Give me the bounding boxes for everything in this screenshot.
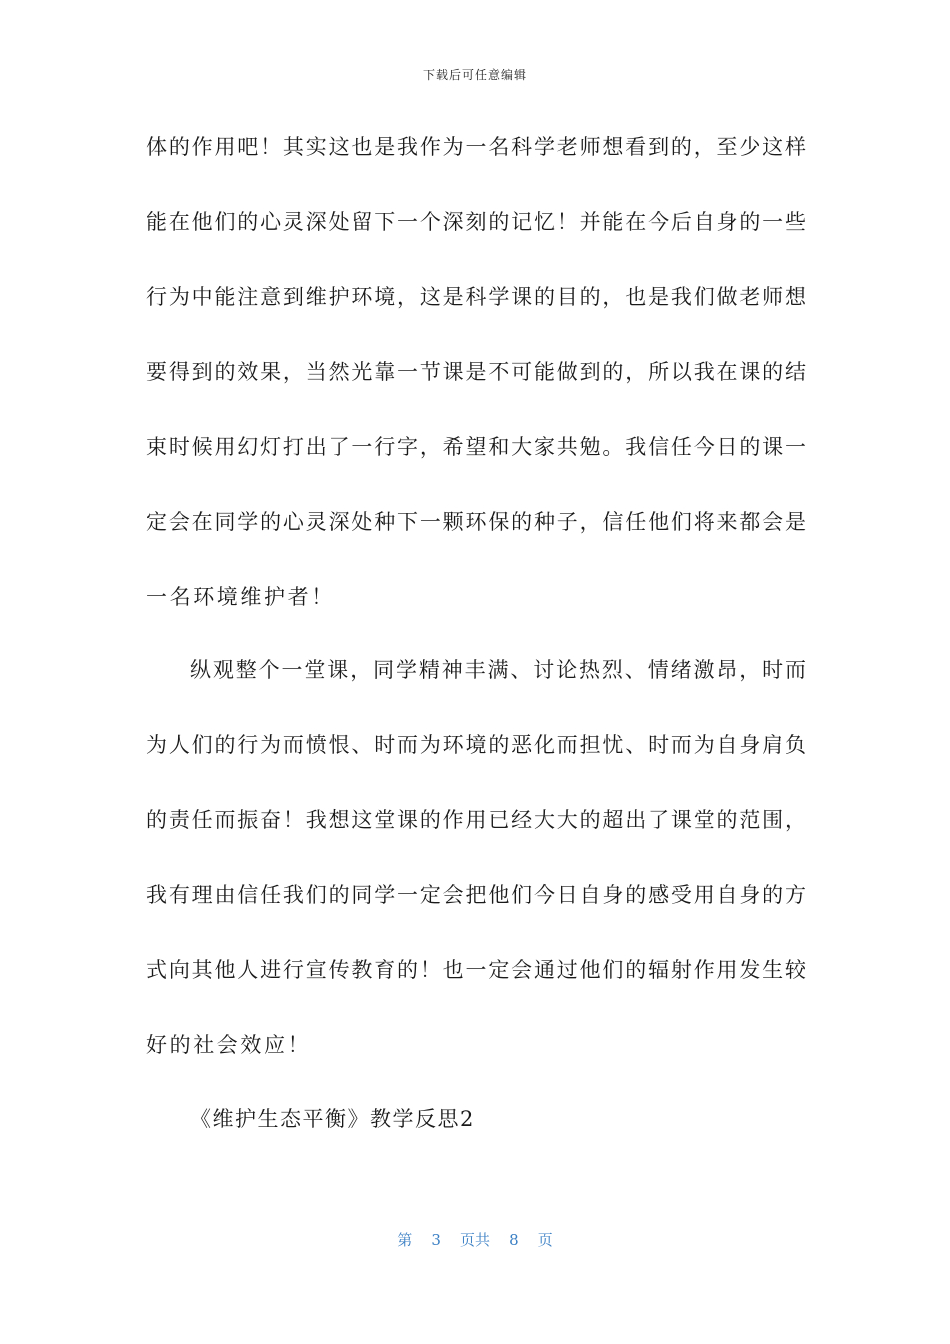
footer-page-suffix: 页 (537, 1231, 553, 1249)
paragraph-2-line-5: 式向其他人进行宣传教育的！也一定会通过他们的辐射作用发生较 (146, 958, 806, 982)
paragraph-1-line-6: 定会在同学的心灵深处种下一颗环保的种子，信任他们将来都会是 (146, 510, 806, 534)
paragraph-1-line-3: 行为中能注意到维护环境，这是科学课的目的，也是我们做老师想 (146, 285, 806, 309)
paragraph-2-line-6: 好的社会效应！ (146, 1033, 312, 1057)
paragraph-1-line-1: 体的作用吧！其实这也是我作为一名科学老师想看到的，至少这样 (146, 135, 806, 159)
paragraph-2-line-4: 我有理由信任我们的同学一定会把他们今日自身的感受用自身的方 (146, 883, 806, 907)
footer-page-number: 3 (431, 1231, 441, 1249)
section-title: 《维护生态平衡》教学反思2 (190, 1107, 475, 1131)
header-note: 下载后可任意编辑 (422, 68, 527, 82)
paragraph-1-line-7: 一名环境维护者！ (146, 585, 335, 609)
paragraph-2-line-3: 的责任而振奋！我想这堂课的作用已经大大的超出了课堂的范围， (146, 808, 806, 832)
paragraph-2-line-2: 为人们的行为而愤恨、时而为环境的恶化而担忧、时而为自身肩负 (146, 733, 806, 757)
paragraph-1-line-4: 要得到的效果，当然光靠一节课是不可能做到的，所以我在课的结 (146, 360, 806, 384)
footer-total-pages: 8 (509, 1231, 519, 1249)
footer-page-prefix: 第 (397, 1231, 413, 1249)
page-footer (0, 1229, 950, 1250)
paragraph-1-line-5: 束时候用幻灯打出了一行字，希望和大家共勉。我信任今日的课一 (146, 435, 806, 459)
footer-page-mid: 页共 (459, 1231, 490, 1249)
paragraph-2-line-1: 纵观整个一堂课，同学精神丰满、讨论热烈、情绪激昂，时而 (190, 658, 806, 682)
paragraph-1-line-2: 能在他们的心灵深处留下一个深刻的记忆！并能在今后自身的一些 (146, 210, 806, 234)
